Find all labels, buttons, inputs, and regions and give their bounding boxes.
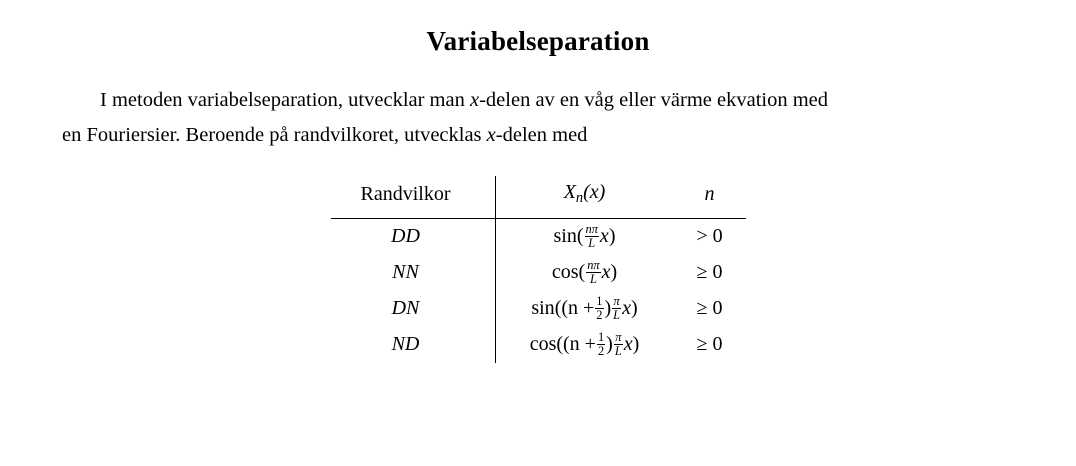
page-title: Variabelseparation (426, 26, 650, 56)
cell-formula: cos( $\frac{n\pi}{L}$ x) (495, 255, 674, 291)
header-randvilkor: Randvilkor (331, 176, 496, 219)
paragraph-line2-part1: en Fouriersier. Beroende på randvilkoret, utvecklas (62, 124, 487, 147)
cell-formula: sin((n + $\frac{1}{2}$ ) $\frac{\pi}{L}$ x) (495, 291, 674, 327)
document-page (0, 26, 1076, 466)
header-xn-sub: n (575, 190, 584, 207)
cell-formula: cos((n + $\frac{1}{2}$ ) $\frac{\pi}{L}$ x) (495, 327, 674, 363)
header-xn-fn: X (563, 181, 576, 204)
fraction-half: $\frac{1}{2}$ (596, 293, 603, 322)
fraction-half: $\frac{1}{2}$ (597, 329, 605, 358)
cell-randvilkor: DD (391, 225, 420, 247)
paragraph-line1-part2: -delen av en våg eller värme ekvation med (479, 89, 829, 111)
cell-randvilkor: DN (391, 297, 420, 319)
intro-paragraph (62, 83, 1014, 154)
table-row (331, 255, 746, 291)
boundary-condition-table (331, 176, 746, 363)
paragraph-line2 (62, 118, 1014, 153)
paragraph-line2-part2: -delen med (495, 124, 588, 147)
paragraph-line1-math: x (469, 89, 480, 111)
cell-n-range: ≥ 0 (696, 297, 723, 319)
fraction: $\frac{n\pi}{L}$ (585, 221, 598, 250)
header-n: n (674, 176, 746, 219)
fraction: $\frac{\pi}{L}$ (614, 329, 622, 358)
cell-n-range: ≥ 0 (696, 261, 723, 283)
fraction: $\frac{\pi}{L}$ (613, 293, 621, 322)
cell-formula: sin( $\frac{n\pi}{L}$ x) (495, 218, 674, 255)
cell-n-range: ≥ 0 (696, 333, 723, 355)
table-row (331, 327, 746, 363)
header-xn-arg: (x) (583, 181, 606, 204)
paragraph-line1-part1: I metoden variabelseparation, utvecklar man (100, 89, 470, 111)
table-row (331, 291, 746, 327)
table-header-row (331, 176, 746, 219)
table-row (331, 218, 746, 255)
cell-n-range: > 0 (696, 225, 723, 247)
boundary-condition-table-wrapper (0, 176, 1076, 363)
cell-randvilkor: ND (391, 333, 420, 355)
header-xn (495, 176, 674, 219)
paragraph-line2-math: x (486, 124, 496, 147)
fraction: $\frac{n\pi}{L}$ (587, 257, 600, 286)
cell-randvilkor: NN (392, 261, 419, 283)
